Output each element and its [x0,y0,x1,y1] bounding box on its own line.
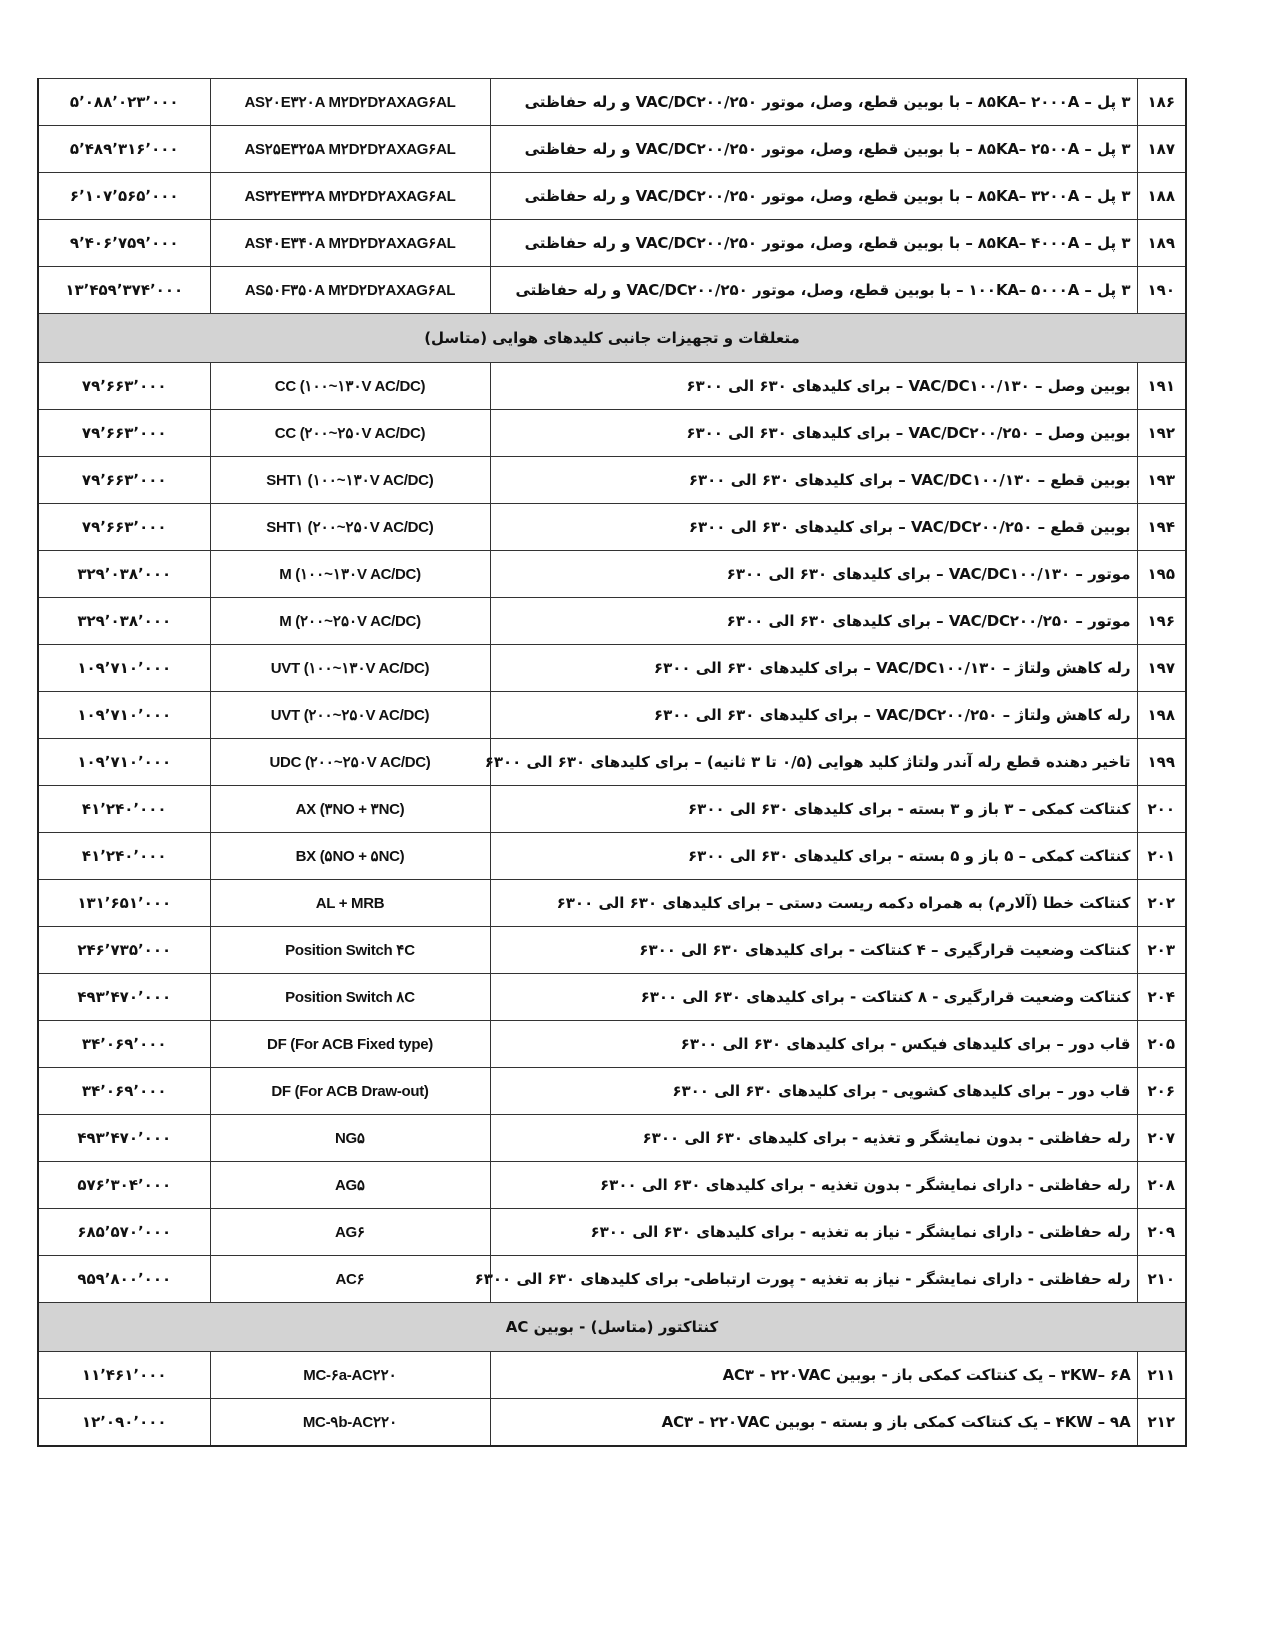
table-row [38,410,1186,457]
description-cell: کنتاکت خطا (آلارم) به همراه دکمه ریست دستی – برای کلیدهای ۶۳۰ الی ۶۳۰۰ [490,880,1137,927]
row-number-cell: ۱۹۹ [1137,739,1186,786]
price-cell: ۳۴٬۰۶۹٬۰۰۰ [38,1021,210,1068]
section-header [38,1303,1186,1352]
table-row [38,1115,1186,1162]
description-cell: کنتاکت کمکی – ۵ باز و ۵ بسته - برای کلیدهای ۶۳۰ الی ۶۳۰۰ [490,833,1137,880]
description-cell: بوبین قطع – VAC/DC۲۰۰/۲۵۰ – برای کلیدهای ۶۳۰ الی ۶۳۰۰ [490,504,1137,551]
price-cell: ۷۹٬۶۶۳٬۰۰۰ [38,410,210,457]
table-row [38,220,1186,267]
price-cell: ۱۳۱٬۶۵۱٬۰۰۰ [38,880,210,927]
row-number-cell: ۱۹۸ [1137,692,1186,739]
price-cell: ۵٬۰۸۸٬۰۲۳٬۰۰۰ [38,79,210,126]
table-row [38,927,1186,974]
model-code-cell: M (۱۰۰~۱۳۰V AC/DC) [210,551,490,598]
table-row [38,267,1186,314]
description-cell: ۴KW – ۹A – یک کنتاکت کمکی باز و بسته - بوبین AC۳ - ۲۲۰VAC [490,1399,1137,1447]
description-cell: بوبین وصل – VAC/DC۱۰۰/۱۳۰ – برای کلیدهای ۶۳۰ الی ۶۳۰۰ [490,363,1137,410]
price-list-table [37,78,1187,1447]
row-number-cell: ۲۰۳ [1137,927,1186,974]
table-row [38,598,1186,645]
row-number-cell: ۱۸۶ [1137,79,1186,126]
price-cell: ۵۷۶٬۳۰۴٬۰۰۰ [38,1162,210,1209]
price-cell: ۱۳٬۴۵۹٬۳۷۴٬۰۰۰ [38,267,210,314]
row-number-cell: ۲۰۲ [1137,880,1186,927]
description-cell: رله حفاظتی - دارای نمایشگر - نیاز به تغذیه - برای کلیدهای ۶۳۰ الی ۶۳۰۰ [490,1209,1137,1256]
row-number-cell: ۱۹۰ [1137,267,1186,314]
price-cell: ۳۲۹٬۰۳۸٬۰۰۰ [38,598,210,645]
table-row [38,79,1186,126]
price-cell: ۱۰۹٬۷۱۰٬۰۰۰ [38,645,210,692]
description-cell: کنتاکت وضعیت قرارگیری - ۸ کنتاکت - برای کلیدهای ۶۳۰ الی ۶۳۰۰ [490,974,1137,1021]
price-cell: ۴۱٬۲۴۰٬۰۰۰ [38,833,210,880]
model-code-cell: MC-۶a-AC۲۲۰ [210,1352,490,1399]
row-number-cell: ۱۹۵ [1137,551,1186,598]
price-cell: ۲۴۶٬۷۳۵٬۰۰۰ [38,927,210,974]
table-row [38,1021,1186,1068]
row-number-cell: ۱۹۳ [1137,457,1186,504]
row-number-cell: ۲۰۹ [1137,1209,1186,1256]
model-code-cell: BX (۵NO + ۵NC) [210,833,490,880]
price-cell: ۵٬۴۸۹٬۳۱۶٬۰۰۰ [38,126,210,173]
description-cell: ۳ پل – ۸۵KA– ۴۰۰۰A – با بوبین قطع، وصل، موتور VAC/DC۲۰۰/۲۵۰ و رله حفاظتی [490,220,1137,267]
table-row [38,1352,1186,1399]
description-cell: تاخیر دهنده قطع رله آندر ولتاژ کلید هوایی (۰/۵ تا ۳ ثانیه) – برای کلیدهای ۶۳۰ الی ۶۳۰۰ [490,739,1137,786]
row-number-cell: ۱۹۶ [1137,598,1186,645]
price-cell: ۴۱٬۲۴۰٬۰۰۰ [38,786,210,833]
price-cell: ۳۴٬۰۶۹٬۰۰۰ [38,1068,210,1115]
description-cell: قاب دور – برای کلیدهای فیکس - برای کلیدهای ۶۳۰ الی ۶۳۰۰ [490,1021,1137,1068]
description-cell: ۳ پل – ۱۰۰KA– ۵۰۰۰A – با بوبین قطع، وصل، موتور VAC/DC۲۰۰/۲۵۰ و رله حفاظتی [490,267,1137,314]
section-title: کنتاکتور (متاسل) - بوبین AC [38,1303,1186,1352]
table-row [38,1256,1186,1303]
model-code-cell: CC (۱۰۰~۱۳۰V AC/DC) [210,363,490,410]
description-cell: رله حفاظتی - دارای نمایشگر - نیاز به تغذیه - پورت ارتباطی- برای کلیدهای ۶۳۰ الی ۶۳۰۰ [490,1256,1137,1303]
table-row [38,974,1186,1021]
row-number-cell: ۱۹۱ [1137,363,1186,410]
table-row [38,1209,1186,1256]
model-code-cell: AG۶ [210,1209,490,1256]
row-number-cell: ۱۸۹ [1137,220,1186,267]
table-row [38,645,1186,692]
row-number-cell: ۲۰۶ [1137,1068,1186,1115]
model-code-cell: AS۳۲E۳۳۲A M۲D۲D۲AXAG۶AL [210,173,490,220]
model-code-cell: MC-۹b-AC۲۲۰ [210,1399,490,1447]
model-code-cell: AS۲۵E۳۲۵A M۲D۲D۲AXAG۶AL [210,126,490,173]
model-code-cell: AS۵۰F۳۵۰A M۲D۲D۲AXAG۶AL [210,267,490,314]
table-row [38,173,1186,220]
table-row [38,833,1186,880]
description-cell: رله حفاظتی - بدون نمایشگر و تغذیه - برای کلیدهای ۶۳۰ الی ۶۳۰۰ [490,1115,1137,1162]
description-cell: بوبین قطع – VAC/DC۱۰۰/۱۳۰ – برای کلیدهای ۶۳۰ الی ۶۳۰۰ [490,457,1137,504]
row-number-cell: ۲۰۱ [1137,833,1186,880]
price-cell: ۱۰۹٬۷۱۰٬۰۰۰ [38,739,210,786]
description-cell: ۳KW– ۶A – یک کنتاکت کمکی باز - بوبین AC۳ - ۲۲۰VAC [490,1352,1137,1399]
price-cell: ۷۹٬۶۶۳٬۰۰۰ [38,363,210,410]
row-number-cell: ۲۱۱ [1137,1352,1186,1399]
row-number-cell: ۲۱۰ [1137,1256,1186,1303]
row-number-cell: ۱۹۴ [1137,504,1186,551]
table-row [38,457,1186,504]
model-code-cell: DF (For ACB Draw-out) [210,1068,490,1115]
price-cell: ۴۹۳٬۴۷۰٬۰۰۰ [38,1115,210,1162]
price-cell: ۴۹۳٬۴۷۰٬۰۰۰ [38,974,210,1021]
row-number-cell: ۲۰۴ [1137,974,1186,1021]
model-code-cell: UDC (۲۰۰~۲۵۰V AC/DC) [210,739,490,786]
table-row [38,504,1186,551]
model-code-cell: AG۵ [210,1162,490,1209]
description-cell: ۳ پل – ۸۵KA– ۲۰۰۰A – با بوبین قطع، وصل، موتور VAC/DC۲۰۰/۲۵۰ و رله حفاظتی [490,79,1137,126]
section-header [38,314,1186,363]
description-cell: کنتاکت وضعیت قرارگیری – ۴ کنتاکت - برای کلیدهای ۶۳۰ الی ۶۳۰۰ [490,927,1137,974]
description-cell: رله کاهش ولتاژ – VAC/DC۲۰۰/۲۵۰ – برای کلیدهای ۶۳۰ الی ۶۳۰۰ [490,692,1137,739]
model-code-cell: AL + MRB [210,880,490,927]
model-code-cell: UVT (۱۰۰~۱۳۰V AC/DC) [210,645,490,692]
model-code-cell: CC (۲۰۰~۲۵۰V AC/DC) [210,410,490,457]
row-number-cell: ۲۰۵ [1137,1021,1186,1068]
description-cell: ۳ پل – ۸۵KA– ۳۲۰۰A – با بوبین قطع، وصل، موتور VAC/DC۲۰۰/۲۵۰ و رله حفاظتی [490,173,1137,220]
table-row [38,1162,1186,1209]
table-row [38,739,1186,786]
description-cell: موتور – VAC/DC۱۰۰/۱۳۰ – برای کلیدهای ۶۳۰ الی ۶۳۰۰ [490,551,1137,598]
table-row [38,1068,1186,1115]
model-code-cell: AX (۳NO + ۳NC) [210,786,490,833]
price-cell: ۶٬۱۰۷٬۵۶۵٬۰۰۰ [38,173,210,220]
price-cell: ۳۲۹٬۰۳۸٬۰۰۰ [38,551,210,598]
row-number-cell: ۱۸۷ [1137,126,1186,173]
model-code-cell: Position Switch ۸C [210,974,490,1021]
price-cell: ۱۲٬۰۹۰٬۰۰۰ [38,1399,210,1447]
row-number-cell: ۲۰۷ [1137,1115,1186,1162]
row-number-cell: ۲۰۸ [1137,1162,1186,1209]
row-number-cell: ۱۹۲ [1137,410,1186,457]
table-row [38,1399,1186,1447]
model-code-cell: UVT (۲۰۰~۲۵۰V AC/DC) [210,692,490,739]
description-cell: موتور – VAC/DC۲۰۰/۲۵۰ – برای کلیدهای ۶۳۰ الی ۶۳۰۰ [490,598,1137,645]
model-code-cell: M (۲۰۰~۲۵۰V AC/DC) [210,598,490,645]
model-code-cell: AS۲۰E۳۲۰A M۲D۲D۲AXAG۶AL [210,79,490,126]
description-cell: قاب دور – برای کلیدهای کشویی - برای کلیدهای ۶۳۰ الی ۶۳۰۰ [490,1068,1137,1115]
table-row [38,786,1186,833]
model-code-cell: NG۵ [210,1115,490,1162]
model-code-cell: AS۴۰E۳۴۰A M۲D۲D۲AXAG۶AL [210,220,490,267]
price-cell: ۱۰۹٬۷۱۰٬۰۰۰ [38,692,210,739]
description-cell: کنتاکت کمکی – ۳ باز و ۳ بسته - برای کلیدهای ۶۳۰ الی ۶۳۰۰ [490,786,1137,833]
table-row [38,880,1186,927]
model-code-cell: AC۶ [210,1256,490,1303]
price-cell: ۱۱٬۴۶۱٬۰۰۰ [38,1352,210,1399]
price-cell: ۹۵۹٬۸۰۰٬۰۰۰ [38,1256,210,1303]
row-number-cell: ۱۹۷ [1137,645,1186,692]
price-cell: ۹٬۴۰۶٬۷۵۹٬۰۰۰ [38,220,210,267]
table-row [38,126,1186,173]
price-cell: ۶۸۵٬۵۷۰٬۰۰۰ [38,1209,210,1256]
table-row [38,551,1186,598]
table-row [38,363,1186,410]
model-code-cell: Position Switch ۴C [210,927,490,974]
section-title: متعلقات و تجهیزات جانبی کلیدهای هوایی (متاسل) [38,314,1186,363]
price-cell: ۷۹٬۶۶۳٬۰۰۰ [38,457,210,504]
row-number-cell: ۲۱۲ [1137,1399,1186,1447]
description-cell: رله حفاظتی - دارای نمایشگر - بدون تغذیه - برای کلیدهای ۶۳۰ الی ۶۳۰۰ [490,1162,1137,1209]
model-code-cell: SHT۱ (۲۰۰~۲۵۰V AC/DC) [210,504,490,551]
model-code-cell: DF (For ACB Fixed type) [210,1021,490,1068]
description-cell: رله کاهش ولتاژ – VAC/DC۱۰۰/۱۳۰ – برای کلیدهای ۶۳۰ الی ۶۳۰۰ [490,645,1137,692]
row-number-cell: ۱۸۸ [1137,173,1186,220]
row-number-cell: ۲۰۰ [1137,786,1186,833]
table-row [38,692,1186,739]
description-cell: ۳ پل – ۸۵KA– ۲۵۰۰A – با بوبین قطع، وصل، موتور VAC/DC۲۰۰/۲۵۰ و رله حفاظتی [490,126,1137,173]
price-cell: ۷۹٬۶۶۳٬۰۰۰ [38,504,210,551]
model-code-cell: SHT۱ (۱۰۰~۱۳۰V AC/DC) [210,457,490,504]
description-cell: بوبین وصل – VAC/DC۲۰۰/۲۵۰ – برای کلیدهای ۶۳۰ الی ۶۳۰۰ [490,410,1137,457]
